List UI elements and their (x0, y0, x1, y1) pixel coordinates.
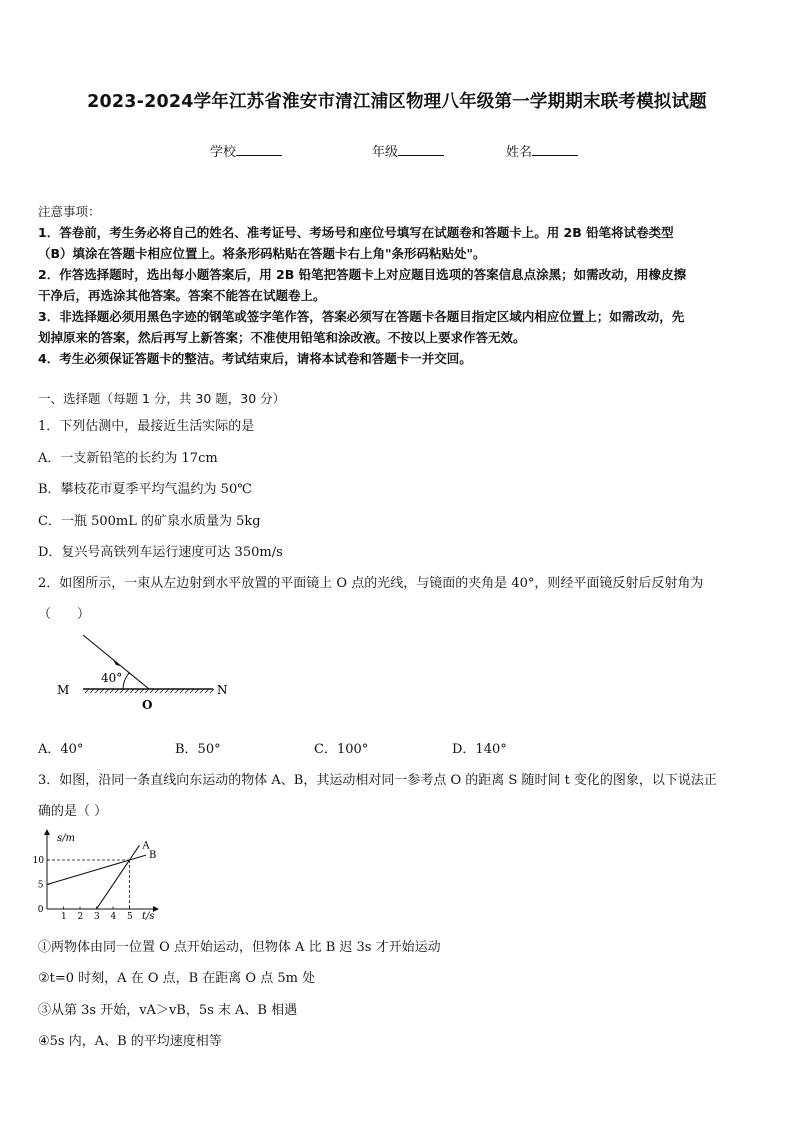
q1-option-b[interactable]: B．攀枝花市夏季平均气温约为 50℃ (38, 482, 252, 497)
q1-option-d[interactable]: D．复兴号高铁列车运行速度可达 350m/s (38, 545, 283, 560)
label-n: N (217, 683, 228, 697)
series-line-b (47, 855, 146, 884)
page-title: 2023-2024学年江苏省淮安市清江浦区物理八年级第一学期期末联考模拟试题 (87, 92, 707, 112)
q3-stem-cont: 确的是（ ） (38, 804, 108, 819)
q2-option-b[interactable]: B．50° (175, 742, 221, 757)
grade-label: 年级 (372, 145, 399, 160)
grade-field[interactable] (372, 141, 444, 160)
q2-stem-cont: （ ） (38, 607, 91, 622)
y-tick-label: 0 (37, 905, 44, 915)
y-axis-label: s/m (57, 833, 75, 844)
name-blank[interactable] (532, 143, 578, 156)
notice-line: 划掉原来的答案，然后再写上新答案；不准使用铅笔和涂改液。不按以上要求作答无效。 (38, 330, 526, 345)
q2-option-a[interactable]: A．40° (38, 742, 84, 757)
q3-statement-1: ①两物体由同一位置 O 点开始运动，但物体 A 比 B 迟 3s 才开始运动 (38, 940, 441, 955)
x-tick-label: 3 (94, 912, 100, 922)
q1-option-c[interactable]: C．一瓶 500mL 的矿泉水质量为 5kg (38, 514, 261, 529)
q3-statement-2: ②t=0 时刻，A 在 O 点，B 在距离 O 点 5m 处 (38, 971, 316, 986)
notice-line: 4．考生必须保证答题卡的整洁。考试结束后，请将本试卷和答题卡一并交回。 (38, 351, 472, 366)
x-tick-label: 1 (61, 912, 67, 922)
notice-line: 2．作答选择题时，选出每小题答案后，用 2B 铅笔把答题卡上对应题目选项的答案信息点涂黑；如需改动，用橡皮擦 (38, 267, 687, 282)
label-o: O (142, 698, 153, 712)
notice-heading: 注意事项： (38, 204, 101, 219)
y-tick-label: 5 (37, 880, 44, 891)
q2-stem: 2．如图所示，一束从左边射到水平放置的平面镜上 O 点的光线，与镜面的夹角是 40°，则经平面镜反射后反射角为 (38, 576, 704, 591)
q2-option-d[interactable]: D．140° (452, 742, 507, 757)
notice-line: （B）填涂在答题卡相应位置上。将条形码粘贴在答题卡右上角"条形码粘贴处"。 (38, 246, 486, 261)
angle-arc (123, 673, 129, 689)
y-tick-label: 10 (32, 856, 45, 866)
series-line-a (97, 845, 140, 909)
x-tick-label: 5 (127, 912, 133, 922)
q1-stem: 1．下列估测中，最接近生活实际的是 (38, 419, 255, 434)
label-m: M (57, 683, 70, 697)
x-tick-label: 4 (110, 912, 117, 922)
school-label: 学校 (210, 145, 237, 160)
section-heading: 一、选择题（每题 1 分，共 30 题，30 分） (38, 391, 286, 406)
angle-label: 40° (101, 671, 123, 685)
q3-stem: 3．如图，沿同一条直线向东运动的物体 A、B，其运动相对同一参考点 O 的距离 S 随时间 t 变化的图象，以下说法正 (38, 773, 717, 788)
name-label: 姓名 (506, 145, 533, 160)
q3-statement-4: ④5s 内，A、B 的平均速度相等 (38, 1034, 222, 1049)
q2-option-c[interactable]: C．100° (314, 742, 369, 757)
q1-option-a[interactable]: A．一支新铅笔的长约为 17cm (38, 451, 218, 466)
notice-line: 3．非选择题必须用黑色字迹的钢笔或签字笔作答，答案必须写在答题卡各题目指定区域内相应位置上；如需改动，先 (38, 309, 685, 324)
school-field[interactable] (210, 141, 282, 160)
series-label-a: A (142, 840, 150, 852)
series-label-b: B (149, 850, 157, 862)
name-field[interactable] (506, 141, 578, 160)
x-tick-label: 2 (77, 912, 84, 922)
x-axis-label: t/s (142, 911, 155, 922)
grade-blank[interactable] (398, 143, 444, 156)
q3-statement-3: ③从第 3s 开始，vA＞vB，5s 末 A、B 相遇 (38, 1003, 298, 1018)
s-t-chart (30, 828, 200, 926)
notice-line: 1．答卷前，考生务必将自己的姓名、准考证号、考场号和座位号填写在试题卷和答题卡上。用 2B 铅笔将试卷类型 (38, 225, 674, 240)
school-blank[interactable] (236, 143, 282, 156)
notice-block (38, 201, 686, 369)
mirror-diagram (50, 630, 240, 715)
notice-line: 干净后，再选涂其他答案。答案不能答在试题卷上。 (38, 288, 326, 303)
